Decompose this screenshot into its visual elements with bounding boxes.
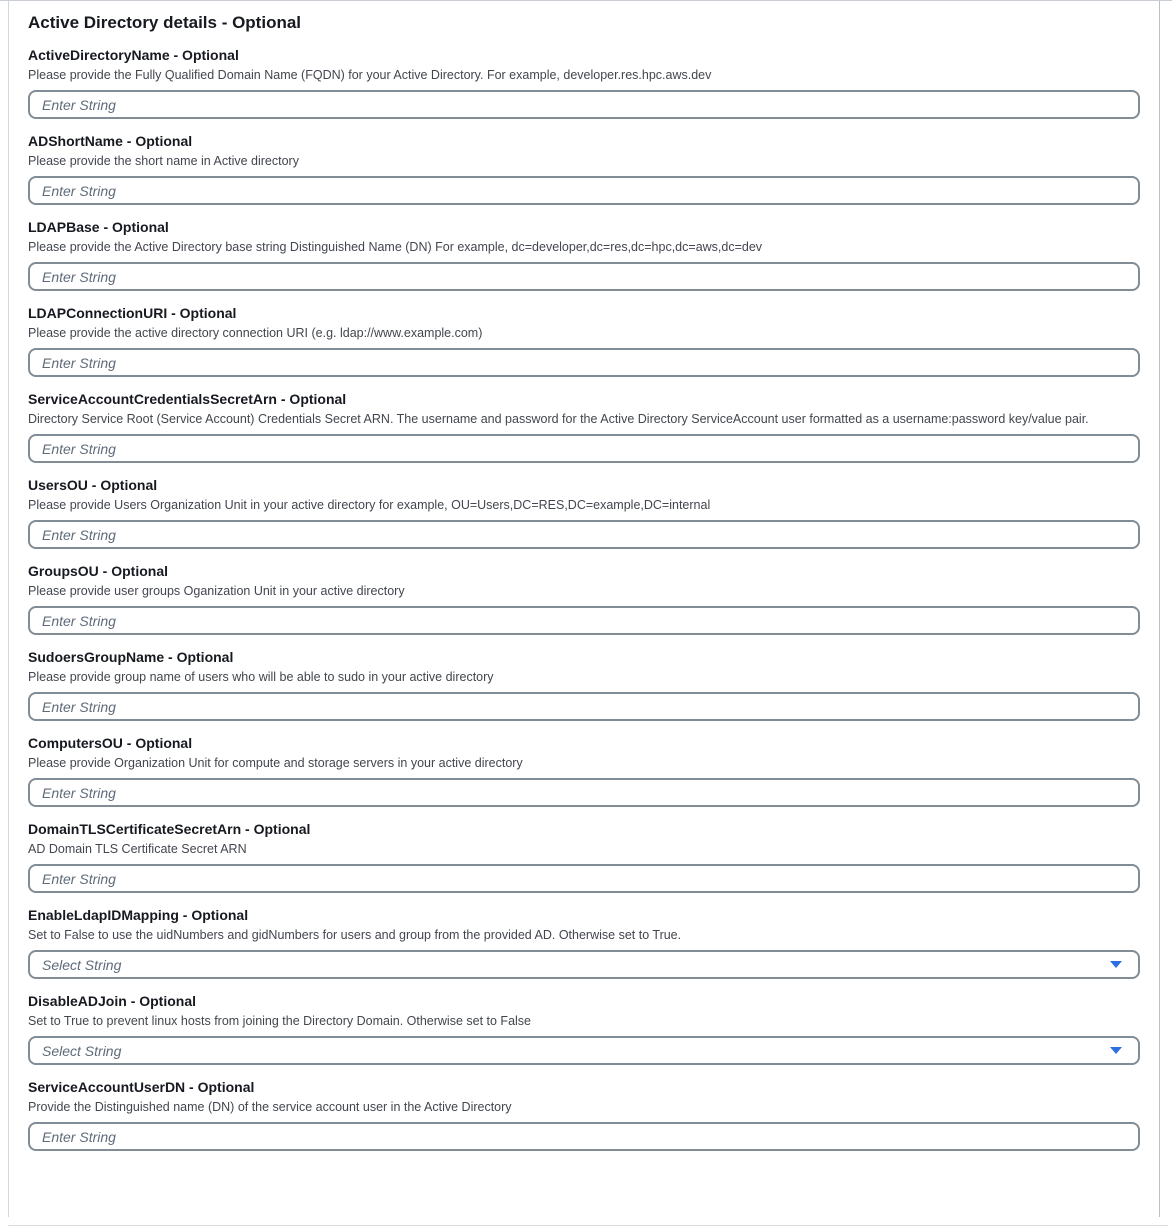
field-control-wrap xyxy=(28,434,1140,463)
field-label: GroupsOU - Optional xyxy=(28,563,168,579)
select-placeholder: Select String xyxy=(42,1042,122,1059)
chevron-down-icon xyxy=(1110,1047,1122,1054)
field-control-wrap xyxy=(28,262,1140,291)
field-description: Set to True to prevent linux hosts from joining the Directory Domain. Otherwise set to False xyxy=(28,1014,531,1028)
field-label: ComputersOU - Optional xyxy=(28,735,193,751)
field-control-wrap xyxy=(28,520,1140,549)
field-control-wrap xyxy=(28,176,1140,205)
sudoers-group-name-input[interactable] xyxy=(28,692,1140,721)
form-field-ldap-connection-uri xyxy=(28,305,1140,377)
field-control-wrap xyxy=(28,692,1140,721)
groups-ou-input[interactable] xyxy=(28,606,1140,635)
domain-tls-certificate-secret-arn-input[interactable] xyxy=(28,864,1140,893)
field-label: ServiceAccountUserDN - Optional xyxy=(28,1079,255,1095)
form-field-enable-ldap-id-mapping xyxy=(28,907,1140,979)
ad-short-name-input[interactable] xyxy=(28,176,1140,205)
field-description: Please provide the Active Directory base string Distinguished Name (DN) For example, dc=developer,dc=res,dc=hpc,dc=aws,dc=dev xyxy=(28,240,763,254)
field-description: Please provide the short name in Active directory xyxy=(28,154,299,168)
field-description: AD Domain TLS Certificate Secret ARN xyxy=(28,842,247,856)
field-description: Provide the Distinguished name (DN) of the service account user in the Active Directory xyxy=(28,1100,512,1114)
ldap-connection-uri-input[interactable] xyxy=(28,348,1140,377)
field-label: DisableADJoin - Optional xyxy=(28,993,197,1009)
computers-ou-input[interactable] xyxy=(28,778,1140,807)
field-description: Please provide group name of users who will be able to sudo in your active directory xyxy=(28,670,494,684)
active-directory-name-input[interactable] xyxy=(28,90,1140,119)
form-field-sudoers-group-name xyxy=(28,649,1140,721)
chevron-down-icon xyxy=(1110,961,1122,968)
form-field-service-account-user-dn xyxy=(28,1079,1140,1151)
service-account-user-dn-input[interactable] xyxy=(28,1122,1140,1151)
field-label: ADShortName - Optional xyxy=(28,133,193,149)
form-field-computers-ou xyxy=(28,735,1140,807)
field-control-wrap xyxy=(28,1122,1140,1151)
field-label: LDAPConnectionURI - Optional xyxy=(28,305,237,321)
ldap-base-input[interactable] xyxy=(28,262,1140,291)
field-control-wrap xyxy=(28,348,1140,377)
field-description: Set to False to use the uidNumbers and gidNumbers for users and group from the provided AD. Otherwise set to True. xyxy=(28,928,682,942)
field-control-wrap xyxy=(28,778,1140,807)
select-placeholder: Select String xyxy=(42,956,122,973)
form-field-service-account-credentials-secret-arn xyxy=(28,391,1140,463)
field-label: ServiceAccountCredentialsSecretArn - Optional xyxy=(28,391,347,407)
service-account-credentials-secret-arn-input[interactable] xyxy=(28,434,1140,463)
field-label: UsersOU - Optional xyxy=(28,477,158,493)
field-control-wrap xyxy=(28,90,1140,119)
field-label: SudoersGroupName - Optional xyxy=(28,649,234,665)
field-description: Please provide the active directory connection URI (e.g. ldap://www.example.com) xyxy=(28,326,483,340)
enable-ldap-id-mapping-select[interactable] xyxy=(28,950,1140,979)
field-description: Directory Service Root (Service Account) Credentials Secret ARN. The username and password for the Active Directory ServiceAccount user formatted as a username:password key/value pair. xyxy=(28,412,1089,426)
field-description: Please provide user groups Oganization Unit in your active directory xyxy=(28,584,405,598)
form-field-ldap-base xyxy=(28,219,1140,291)
disable-ad-join-select[interactable] xyxy=(28,1036,1140,1065)
field-description: Please provide Users Organization Unit in your active directory for example, OU=Users,DC=RES,DC=example,DC=internal xyxy=(28,498,711,512)
parameters-panel xyxy=(8,1,1160,1217)
field-description: Please provide the Fully Qualified Domain Name (FQDN) for your Active Directory. For example, developer.res.hpc.aws.dev xyxy=(28,68,712,82)
field-label: ActiveDirectoryName - Optional xyxy=(28,47,239,63)
field-label: DomainTLSCertificateSecretArn - Optional xyxy=(28,821,311,837)
form-field-domain-tls-certificate-secret-arn xyxy=(28,821,1140,893)
field-control-wrap xyxy=(28,864,1140,893)
form-field-users-ou xyxy=(28,477,1140,549)
users-ou-input[interactable] xyxy=(28,520,1140,549)
form-field-disable-ad-join xyxy=(28,993,1140,1065)
field-control-wrap xyxy=(28,950,1140,979)
field-control-wrap xyxy=(28,606,1140,635)
form-field-active-directory-name xyxy=(28,47,1140,119)
field-description: Please provide Organization Unit for compute and storage servers in your active directory xyxy=(28,756,523,770)
form-field-groups-ou xyxy=(28,563,1140,635)
field-label: EnableLdapIDMapping - Optional xyxy=(28,907,249,923)
form-fields-container xyxy=(28,47,1140,1151)
field-control-wrap xyxy=(28,1036,1140,1065)
form-field-ad-short-name xyxy=(28,133,1140,205)
section-title: Active Directory details - Optional xyxy=(28,13,302,32)
field-label: LDAPBase - Optional xyxy=(28,219,169,235)
